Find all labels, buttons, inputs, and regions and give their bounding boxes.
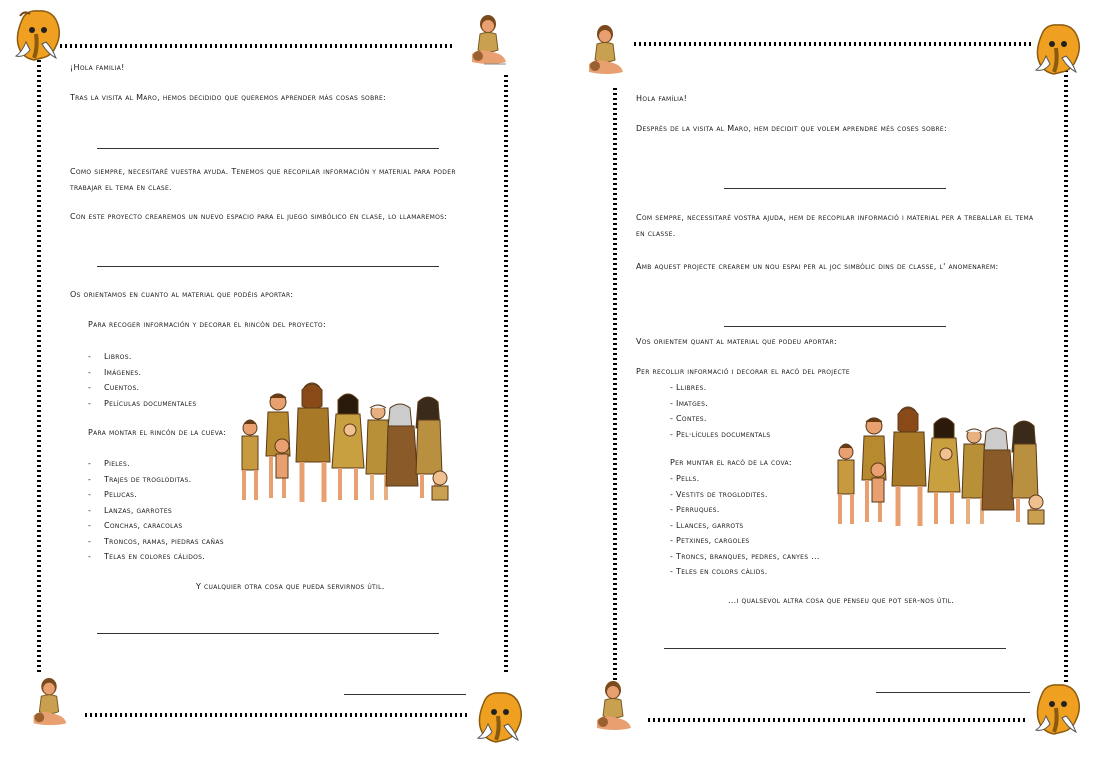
cave-heading: Para montar el rincón de la cueva: [88, 428, 227, 437]
mammoth-icon [1032, 22, 1084, 78]
list-item: - Libros. [88, 349, 196, 365]
list-item: - Películas documentales [88, 396, 196, 412]
list-item: - Pel·lícules documentals [670, 427, 770, 443]
cave-heading: Per muntar el racó de la cova: [670, 458, 792, 467]
mammoth-icon [474, 690, 526, 746]
catalan-page [556, 0, 1112, 768]
page-border-top [634, 42, 1034, 46]
page-border-left [613, 88, 617, 688]
closing-text: ...i qualsevol altra cosa que penseu que pot ser-nos útil. [728, 596, 955, 605]
page-border-right [504, 75, 508, 675]
closing-blank-line [664, 648, 1006, 649]
cave-girl-icon [580, 24, 630, 78]
collect-list [88, 349, 196, 411]
collect-list [670, 380, 770, 442]
list-item: - Pells. [670, 471, 820, 487]
list-item: - Pieles. [88, 456, 224, 472]
greeting: Hola família! [636, 94, 688, 103]
mammoth-icon [1032, 682, 1084, 738]
greeting: ¡Hola familia! [70, 63, 125, 72]
cave-girl-icon [466, 14, 510, 68]
intro-text: Després de la visita al Maro, hem decidit que volem aprendre més coses sobre: [636, 124, 947, 133]
page-border-left [37, 60, 41, 675]
intro-text: Tras la visita al Maro, hemos decidido que queremos aprender más cosas sobre: [70, 93, 387, 102]
help-text: Com sempre, necessitaré vostra ajuda, hem de recopilar informació i material per a treballar el tema en classe. [636, 213, 1034, 238]
list-item: - Contes. [670, 411, 770, 427]
corner-name-blank-line [97, 266, 439, 267]
cave-list [88, 456, 224, 565]
signature-line [344, 694, 466, 695]
list-item: - Lanzas, garrotes [88, 503, 224, 519]
topic-blank-line [724, 188, 946, 189]
list-item: - Imágenes. [88, 365, 196, 381]
project-text: Con este proyecto crearemos un nuevo espacio para el juego simbólico en clase, lo llamaremos: [70, 212, 448, 221]
help-text: Como siempre, necesitaré vuestra ayuda. Tenemos que recopilar información y material para poder trabajar el tema en clase. [70, 167, 456, 192]
topic-blank-line [97, 148, 439, 149]
closing-text: Y cualquier otra cosa que pueda servirnos útil. [196, 582, 385, 591]
list-item: - Llances, garrots [670, 518, 820, 534]
caveman-family-illustration [236, 378, 452, 506]
signature-line [876, 692, 1030, 693]
list-item: - Pelucas. [88, 487, 224, 503]
list-item: - Petxines, cargoles [670, 533, 820, 549]
list-item: - Vestits de troglodites. [670, 487, 820, 503]
cave-girl-icon [588, 680, 638, 734]
list-item: - Trajes de trogloditas. [88, 472, 224, 488]
collect-heading: Per recollir informació i decorar el racó del projecte [636, 367, 851, 376]
corner-name-blank-line [724, 326, 946, 327]
orient-text: Vos orientem quant al material que podeu aportar: [636, 337, 837, 346]
caveman-family-illustration [832, 402, 1048, 530]
page-border-bottom [648, 718, 1028, 722]
list-item: - Perruques. [670, 502, 820, 518]
collect-heading: Para recoger información y decorar el rincón del proyecto: [88, 320, 326, 329]
page-border-bottom [85, 713, 470, 717]
list-item: - Llibres. [670, 380, 770, 396]
page-border-right [1064, 70, 1068, 685]
list-item: - Teles en colors càlids. [670, 564, 820, 580]
closing-blank-line [97, 633, 439, 634]
page-border-top [60, 44, 455, 48]
list-item: - Conchas, caracolas [88, 518, 224, 534]
project-text: Amb aquest projecte crearem un nou espai per al joc simbòlic dins de classe, l' anomenarem: [636, 262, 999, 271]
list-item: - Troncos, ramas, piedras cañas [88, 534, 224, 550]
list-item: - Troncs, branques, pedres, canyes ... [670, 549, 820, 565]
list-item: - Telas en colores cálidos. [88, 549, 224, 565]
cave-list [670, 471, 820, 580]
list-item: - Imatges. [670, 396, 770, 412]
mammoth-icon [12, 8, 64, 64]
cave-girl-icon [24, 677, 74, 729]
orient-text: Os orientamos en cuanto al material que podéis aportar: [70, 290, 294, 299]
list-item: - Cuentos. [88, 380, 196, 396]
